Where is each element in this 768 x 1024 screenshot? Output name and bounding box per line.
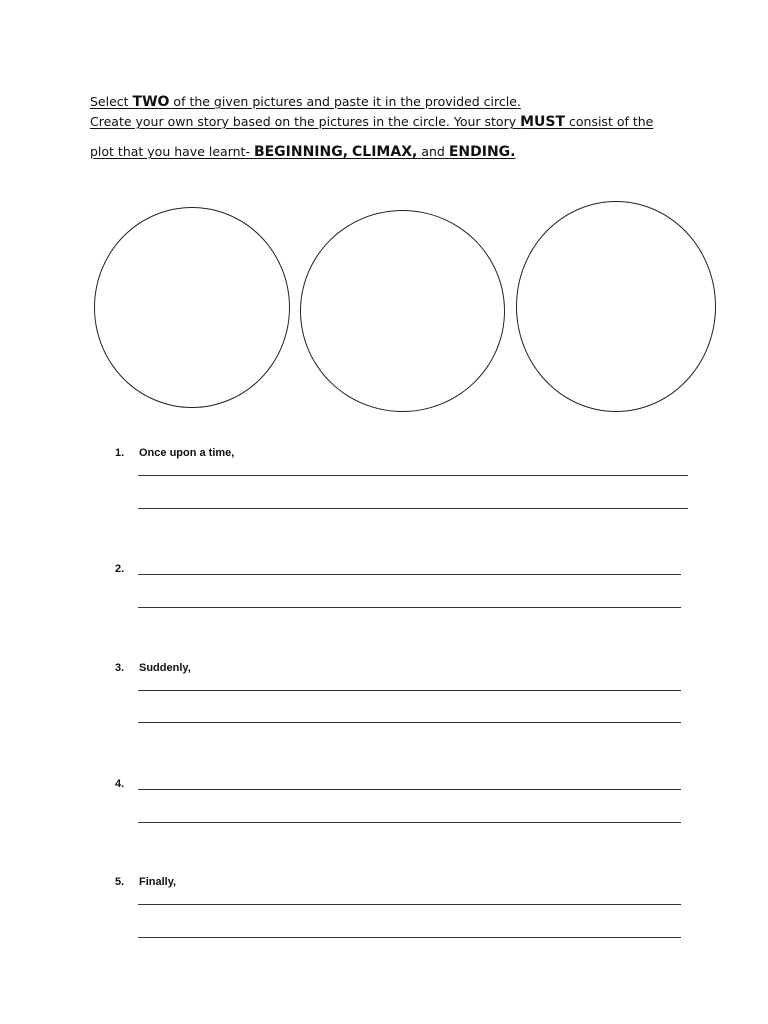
instruction-text: consist of the: [565, 114, 654, 129]
picture-circle-3[interactable]: [516, 201, 716, 412]
instruction-text: Create your own story based on the pictures in the circle. Your story: [90, 114, 521, 129]
instruction-line-2: [90, 114, 653, 130]
writing-line[interactable]: [138, 722, 681, 723]
instruction-text: plot that you have learnt-: [90, 144, 254, 159]
writing-line[interactable]: [138, 574, 681, 575]
item-number: 5.: [115, 876, 125, 888]
item-number: 4.: [115, 778, 125, 790]
instruction-text: of the given pictures and paste it in the provided circle.: [169, 94, 521, 109]
instruction-line-3: [90, 144, 515, 160]
instruction-text: Select: [90, 94, 133, 109]
writing-line[interactable]: [138, 937, 681, 938]
item-prompt: Once upon a time,: [139, 447, 235, 459]
emphasis-must: MUST: [520, 114, 566, 130]
item-prompt: Suddenly,: [139, 662, 191, 674]
item-number: 2.: [115, 563, 125, 575]
writing-line[interactable]: [138, 607, 681, 608]
writing-line[interactable]: [138, 690, 681, 691]
emphasis-ending: ENDING.: [448, 144, 516, 160]
emphasis-two: TWO: [132, 94, 170, 110]
writing-line[interactable]: [138, 904, 681, 905]
writing-line[interactable]: [138, 475, 688, 476]
writing-line[interactable]: [138, 789, 681, 790]
instruction-line-1: [90, 94, 521, 110]
item-prompt: Finally,: [139, 876, 177, 888]
emphasis-climax: CLIMAX,: [352, 144, 418, 160]
writing-line[interactable]: [138, 822, 681, 823]
picture-circle-2[interactable]: [300, 210, 505, 412]
instruction-text: and: [421, 144, 445, 159]
emphasis-beginning: BEGINNING,: [253, 144, 349, 160]
item-number: 1.: [115, 447, 125, 459]
item-number: 3.: [115, 662, 125, 674]
writing-line[interactable]: [138, 508, 688, 509]
picture-circle-1[interactable]: [94, 207, 290, 408]
